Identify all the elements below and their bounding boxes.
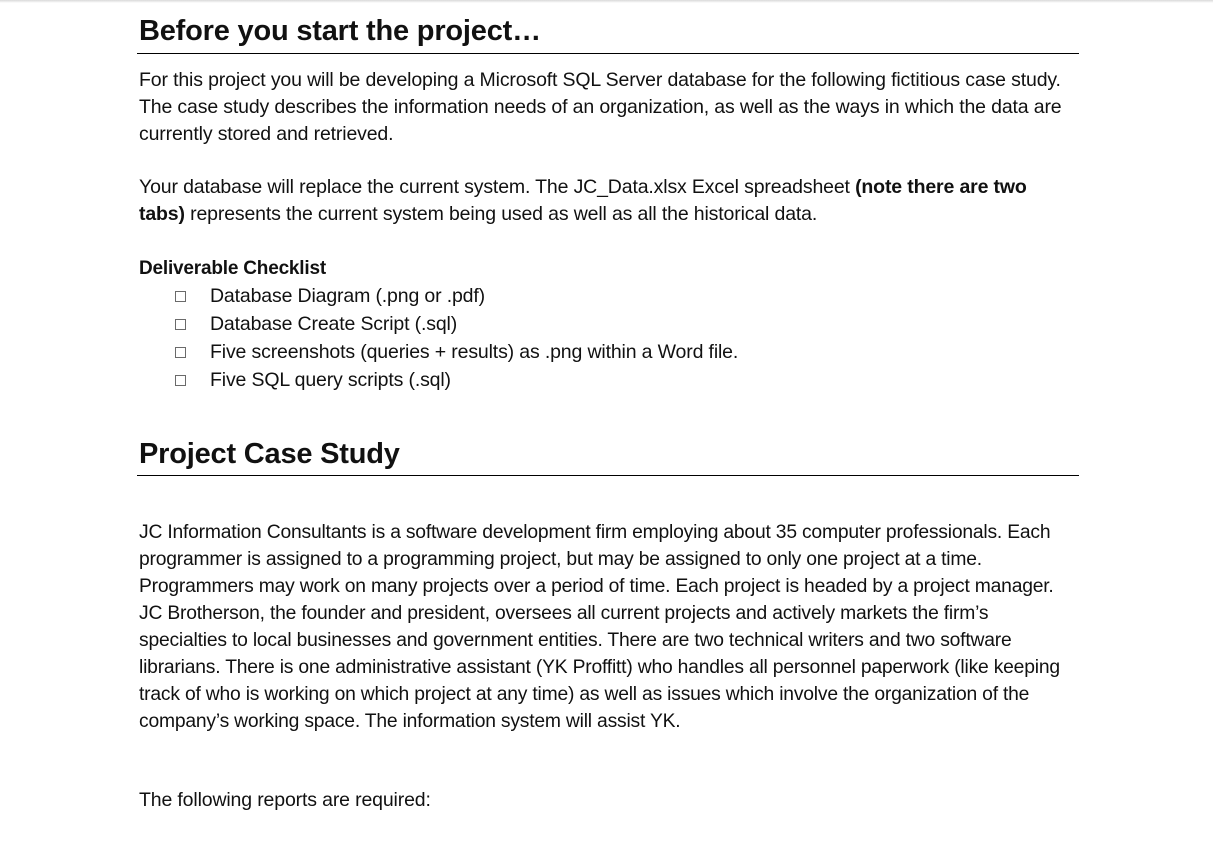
checklist-item-label: Database Create Script (.sql)	[210, 313, 458, 335]
deliverable-checklist-title: Deliverable Checklist	[139, 258, 326, 279]
checklist-item-label: Database Diagram (.png or .pdf)	[210, 285, 485, 307]
checklist-item-label: Five screenshots (queries + results) as .png within a Word file.	[210, 341, 739, 363]
checklist-item-label: Five SQL query scripts (.sql)	[210, 369, 451, 391]
intro-paragraph: For this project you will be developing a Microsoft SQL Server database for the following fictitious case study. The case study describes the information needs of an organization, as well as the ways in which the data are currently stored and retrieved.	[139, 69, 1062, 145]
section-heading-before-start: Before you start the project…	[139, 15, 541, 47]
case-study-paragraph: JC Information Consultants is a software development firm employing about 35 computer professionals. Each programmer is assigned to a programming project, but may be assigned to only one project at a time. Programmers may work on many projects over a period of time. Each project is headed by a project manager. JC Brotherson, the founder and president, oversees all current projects and actively markets the firm’s specialties to local businesses and government entities. There are two technical writers and two software librarians. There is one administrative assistant (YK Proffitt) who handles all personnel paperwork (like keeping track of who is working on which project at any time) as well as issues which involve the organization of the company’s working space. The information system will assist YK.	[139, 522, 1060, 732]
replacement-paragraph	[139, 174, 1069, 228]
checkbox[interactable]	[175, 375, 186, 386]
checklist-item[interactable]	[175, 310, 457, 338]
two-tabs-note: (note there are two tabs)	[139, 176, 1027, 225]
reports-required-paragraph: The following reports are required:	[139, 789, 431, 811]
heading-underline	[137, 53, 1079, 54]
section-heading-case-study: Project Case Study	[139, 438, 400, 470]
replacement-text-end: represents the current system being used as well as all the historical data.	[184, 203, 818, 225]
checkbox[interactable]	[175, 319, 186, 330]
checklist-item[interactable]	[175, 338, 738, 366]
heading-underline	[137, 475, 1079, 476]
checklist-item[interactable]	[175, 366, 451, 394]
replacement-text-start: Your database will replace the current system. The JC_Data.xlsx Excel spreadsheet	[139, 176, 856, 198]
checkbox[interactable]	[175, 291, 186, 302]
checkbox[interactable]	[175, 347, 186, 358]
page-top-edge	[0, 0, 1213, 3]
checklist-item[interactable]	[175, 282, 485, 310]
